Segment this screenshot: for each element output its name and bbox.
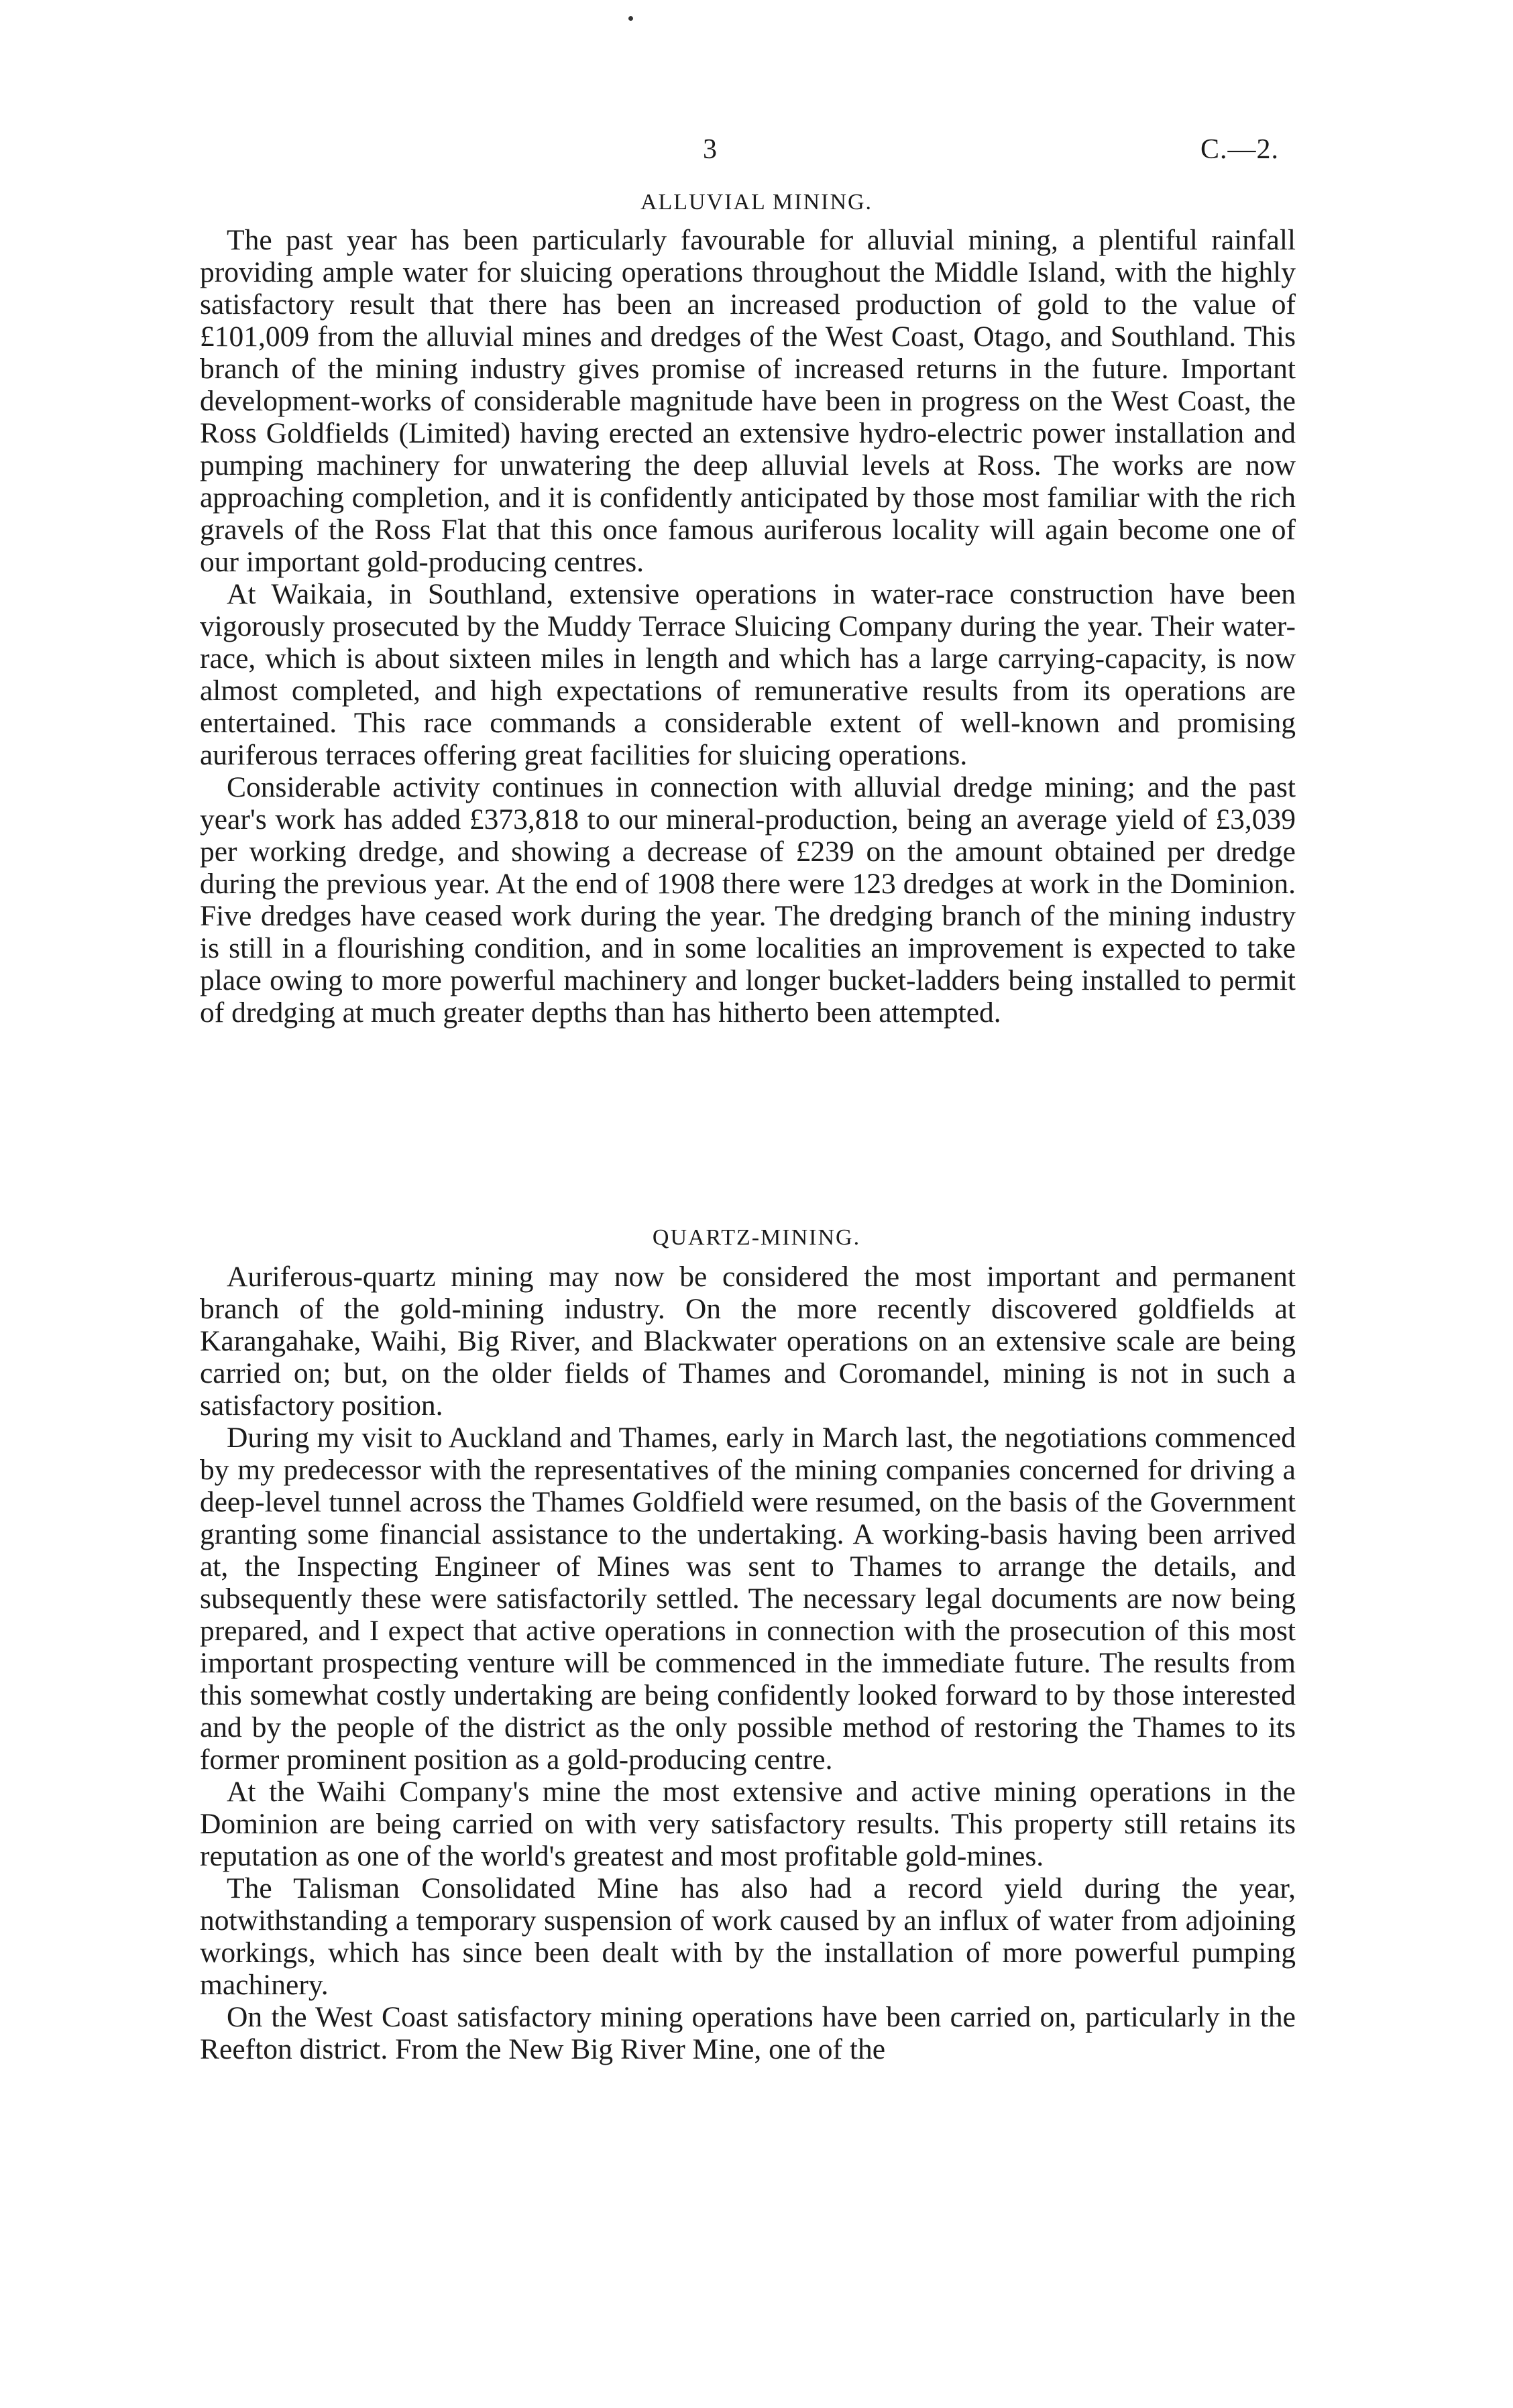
document-reference: C.—2. bbox=[1200, 134, 1280, 165]
print-mark bbox=[628, 16, 633, 21]
paragraph: The past year has been particularly favourable for alluvial mining, a plentiful rainfall providing ample water for sluicing operations throughout the Middle Island, with the highly satisfactory result that there has been an increased production of gold to the value of £101,009 from the alluvial mines and dredges of the West Coast, Otago, and Southland. This branch of the mining industry gives promise of increased returns in the future. Important development-works of considerable magnitude have been in progress on the West Coast, the Ross Goldfields (Limited) having erected an extensive hydro-electric power installation and pumping machinery for unwatering the deep alluvial levels at Ross. The works are now approaching completion, and it is confidently anticipated by those most familiar with the rich gravels of the Ross Flat that this once famous auriferous locality will again become one of our important gold-producing centres. bbox=[200, 224, 1296, 578]
section-quartz bbox=[200, 1261, 1296, 2065]
paragraph: The Talisman Consolidated Mine has also had a record yield during the year, notwithstanding a temporary suspension of work caused by an influx of water from adjoining workings, which has since been dealt with by the installation of more powerful pumping machinery. bbox=[200, 1872, 1296, 2001]
section-heading-quartz: QUARTZ-MINING. bbox=[652, 1225, 861, 1250]
section-heading-alluvial: ALLUVIAL MINING. bbox=[640, 190, 873, 215]
section-alluvial bbox=[200, 224, 1296, 1029]
paragraph: Considerable activity continues in connection with alluvial dredge mining; and the past year's work has added £373,818 to our mineral-production, being an average yield of £3,039 per working dredge, and showing a decrease of £239 on the amount obtained per dredge during the previous year. At the end of 1908 there were 123 dredges at work in the Dominion. Five dredges have ceased work during the year. The dredging branch of the mining industry is still in a flourishing condition, and in some localities an improvement is expected to take place owing to more powerful machinery and longer bucket-ladders being installed to permit of dredging at much greater depths than has hitherto been attempted. bbox=[200, 771, 1296, 1029]
paragraph: At the Waihi Company's mine the most extensive and active mining operations in the Dominion are being carried on with very satisfactory results. This property still retains its reputation as one of the world's greatest and most profitable gold-mines. bbox=[200, 1776, 1296, 1872]
paragraph: Auriferous-quartz mining may now be considered the most important and permanent branch of the gold-mining industry. On the more recently discovered goldfields at Karangahake, Waihi, Big River, and Blackwater operations on an extensive scale are being carried on; but, on the older fields of Thames and Coromandel, mining is not in such a satisfactory position. bbox=[200, 1261, 1296, 1422]
paragraph: On the West Coast satisfactory mining operations have been carried on, particularly in the Reefton district. From the New Big River Mine, one of the bbox=[200, 2001, 1296, 2065]
paragraph: During my visit to Auckland and Thames, early in March last, the negotiations commenced by my predecessor with the representatives of the mining companies concerned for driving a deep-level tunnel across the Thames Goldfield were resumed, on the basis of the Government granting some financial assistance to the undertaking. A working-basis having been arrived at, the Inspecting Engineer of Mines was sent to Thames to arrange the details, and subsequently these were satisfactorily settled. The necessary legal documents are now being prepared, and I expect that active operations in connection with the prosecution of this most important prospecting venture will be commenced in the immediate future. The results from this somewhat costly undertaking are being confidently looked forward to by those interested and by the people of the district as the only possible method of restoring the Thames to its former prominent position as a gold-producing centre. bbox=[200, 1422, 1296, 1776]
paragraph: At Waikaia, in Southland, extensive operations in water-race construction have been vigorously prosecuted by the Muddy Terrace Sluicing Company during the year. Their water-race, which is about sixteen miles in length and which has a large carrying-capacity, is now almost completed, and high expectations of remunerative results from its operations are entertained. This race commands a considerable extent of well-known and promising auriferous terraces offering great facilities for sluicing operations. bbox=[200, 578, 1296, 771]
page-number: 3 bbox=[703, 134, 717, 165]
